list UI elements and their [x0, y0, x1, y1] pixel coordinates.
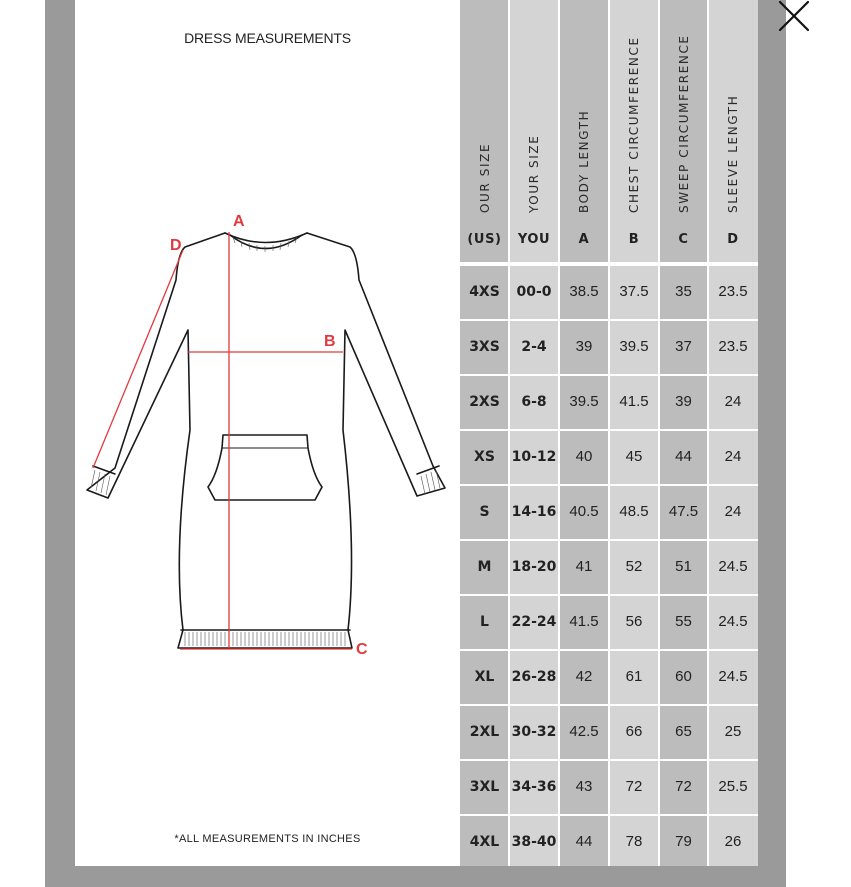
table-cell: 38-40 [511, 833, 557, 850]
table-cell: 42 [575, 668, 593, 685]
column-header: YOUR SIZE [527, 134, 541, 213]
marker-b-label: B [324, 333, 336, 350]
table-cell: 24 [724, 393, 742, 410]
table-cell: 25 [724, 723, 742, 740]
table-cell: 26 [724, 833, 742, 850]
table-cell: XL [474, 668, 495, 685]
column-divider [508, 0, 510, 866]
table-cell: 24 [724, 503, 742, 520]
table-cell: 45 [625, 448, 643, 465]
column-divider [558, 0, 560, 866]
table-header-cell [708, 0, 758, 264]
table-cell: L [480, 613, 489, 630]
table-cell: S [479, 503, 490, 520]
table-cell: 2XS [469, 393, 500, 410]
table-cell: 37.5 [619, 283, 649, 300]
table-cell: 40.5 [569, 503, 599, 520]
size-table [460, 0, 758, 866]
table-cell: 41.5 [569, 613, 599, 630]
table-cell: 22-24 [511, 613, 557, 630]
column-header: SLEEVE LENGTH [726, 94, 740, 213]
table-cell: 40 [575, 448, 593, 465]
table-cell: 4XL [469, 833, 500, 850]
table-cell: 44 [675, 448, 692, 465]
column-divider [658, 0, 660, 866]
column-header: BODY LENGTH [577, 109, 591, 213]
table-cell: 39.5 [569, 393, 599, 410]
table-header-cell [559, 0, 609, 264]
table-cell: 78 [625, 833, 643, 850]
table-cell: 23.5 [718, 338, 748, 355]
column-divider [707, 0, 709, 866]
table-cell: 43 [575, 778, 593, 795]
table-cell: 65 [675, 723, 692, 740]
table-header-cell [509, 0, 559, 264]
marker-c-label: C [356, 641, 368, 658]
measurement-footnote: *ALL MEASUREMENTS IN INCHES [174, 833, 361, 845]
table-cell: 24.5 [718, 668, 748, 685]
table-cell: 3XL [469, 778, 500, 795]
table-cell: 37 [675, 338, 692, 355]
table-cell: 38.5 [569, 283, 599, 300]
table-cell: 26-28 [511, 668, 557, 685]
table-cell: 60 [675, 668, 692, 685]
table-cell: 42.5 [569, 723, 599, 740]
table-cell: 44 [575, 833, 593, 850]
table-cell: 10-12 [511, 448, 557, 465]
table-cell: 35 [675, 283, 692, 300]
column-subheader: D [727, 232, 739, 247]
table-cell: 39 [575, 338, 593, 355]
table-cell: 18-20 [511, 558, 557, 575]
table-header-cell [460, 0, 509, 264]
column-subheader: A [578, 232, 590, 247]
table-cell: 24.5 [718, 558, 748, 575]
column-header: SWEEP CIRCUMFERENCE [676, 34, 691, 213]
table-cell: XS [474, 448, 495, 465]
close-icon [778, 0, 810, 32]
table-cell: 47.5 [668, 503, 699, 520]
table-cell: 14-16 [511, 503, 557, 520]
table-cell: 51 [675, 558, 692, 575]
table-cell: M [477, 558, 492, 575]
table-cell: 25.5 [718, 778, 748, 795]
table-cell: 41 [575, 558, 593, 575]
column-subheader: YOU [517, 232, 551, 247]
table-cell: 39.5 [619, 338, 649, 355]
column-subheader: C [678, 232, 689, 247]
table-cell: 48.5 [619, 503, 649, 520]
dress-diagram-panel [75, 0, 460, 866]
table-cell: 52 [625, 558, 643, 575]
table-cell: 23.5 [718, 283, 748, 300]
marker-d-label: D [170, 237, 182, 254]
size-chart-modal [75, 0, 758, 866]
table-cell: 61 [625, 668, 643, 685]
table-cell: 66 [625, 723, 643, 740]
table-cell: 39 [675, 393, 692, 410]
marker-a-label: A [233, 213, 245, 230]
table-header-cell [659, 0, 708, 264]
chart-title: DRESS MEASUREMENTS [184, 30, 351, 46]
column-header: CHEST CIRCUMFERENCE [627, 36, 641, 213]
column-header: OUR SIZE [477, 142, 492, 213]
table-cell: 56 [625, 613, 643, 630]
table-header-cell [609, 0, 659, 264]
column-subheader: (US) [467, 232, 502, 247]
table-cell: 24.5 [718, 613, 748, 630]
table-cell: 72 [625, 778, 643, 795]
table-cell: 3XS [469, 338, 500, 355]
table-cell: 2XL [469, 723, 500, 740]
table-cell: 34-36 [511, 778, 557, 795]
table-cell: 55 [675, 613, 692, 630]
table-cell: 41.5 [619, 393, 649, 410]
column-subheader: B [628, 232, 640, 247]
table-cell: 4XS [469, 283, 500, 300]
table-cell: 24 [724, 448, 742, 465]
table-cell: 72 [675, 778, 692, 795]
table-cell: 30-32 [511, 723, 557, 740]
table-cell: 00-0 [516, 283, 552, 300]
close-button[interactable] [778, 0, 810, 32]
table-cell: 79 [675, 833, 692, 850]
column-divider [608, 0, 610, 866]
dress-illustration [75, 0, 460, 700]
table-cell: 6-8 [521, 393, 547, 410]
table-cell: 2-4 [521, 338, 547, 355]
